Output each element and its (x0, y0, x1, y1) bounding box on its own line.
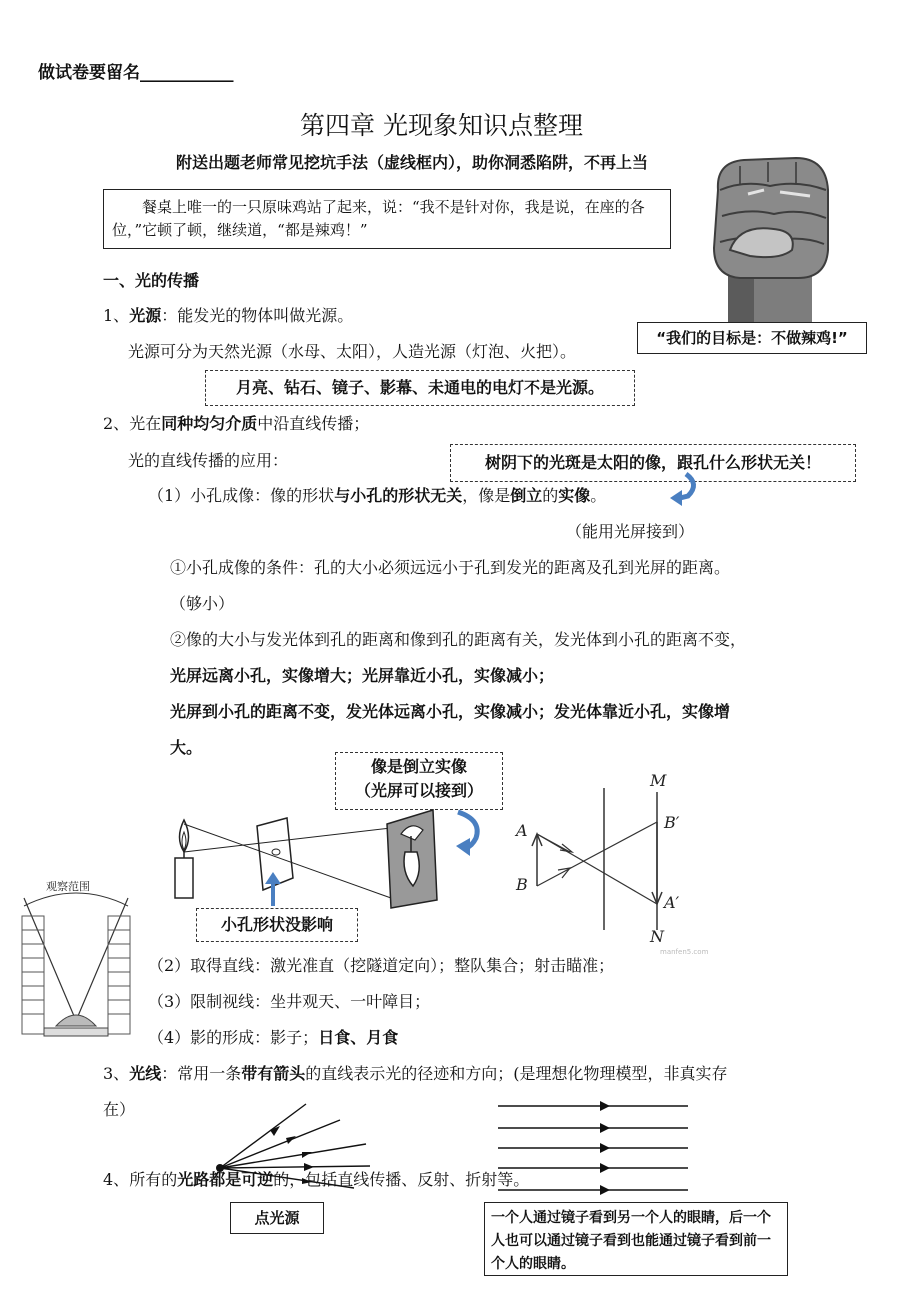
well-label: 观察范围 (46, 880, 90, 893)
text: 的直线表示光的径迹和方向；(是理想化物理模型，非真实存 (305, 1064, 728, 1083)
page-subtitle: 附送出题老师常见挖坑手法（虚线框内），助你洞悉陷阱，不再上当 (176, 153, 649, 172)
key-real-image: 实像 (558, 486, 591, 505)
fist-icon (700, 150, 834, 326)
text: 光在 (129, 414, 162, 433)
item-number: 4、 (103, 1170, 130, 1189)
item-1-light-source (103, 302, 353, 330)
key-eclipse: 日食、月食 (318, 1028, 399, 1047)
condition-1: ①小孔成像的条件：孔的大小必须远远小于孔到发光的距离及孔到光屏的距离。 (170, 558, 731, 577)
curved-arrow-icon (452, 808, 486, 856)
label-B-prime: B′ (664, 813, 680, 832)
point-source-label: 点光源 (230, 1202, 324, 1234)
item-3-light-ray (103, 1060, 727, 1088)
text: 所有的 (129, 1170, 178, 1189)
key-shape-independent: 与小孔的形状无关 (334, 486, 463, 505)
item-number: 2、 (103, 414, 130, 433)
light-source-types: 光源可分为天然光源（水母、太阳），人造光源（灯泡、火把）。 (128, 342, 577, 361)
label-B: B (516, 875, 528, 894)
condition-2-bold-1: 光屏远离小孔，实像增大；光屏靠近小孔，实像减小； (170, 666, 555, 685)
app-shadow (148, 1024, 398, 1052)
applications-label: 光的直线传播的应用： (128, 451, 289, 470)
text: （4）影的形成：影子； (148, 1028, 319, 1047)
key-reversible: 光路都是可逆 (177, 1170, 274, 1189)
callout-line-2: （光屏可以接到） (354, 781, 483, 800)
label-M: M (650, 771, 667, 790)
key-uniform-medium: 同种均匀介质 (161, 414, 258, 433)
text: ，像是 (462, 486, 511, 505)
term-light-source: 光源 (129, 306, 162, 325)
label-N: N (650, 927, 664, 946)
label-A: A (516, 821, 528, 840)
term-light-ray: 光线 (129, 1064, 162, 1083)
item-number: 3、 (103, 1064, 130, 1083)
callout-line-1: 像是倒立实像 (370, 757, 467, 776)
item-2-propagation (103, 410, 369, 438)
app-pinhole-imaging (148, 482, 606, 510)
text: 的，包括直线传播、反射、折射等。 (273, 1170, 530, 1189)
mirror-note-box: 一个人通过镜子看到另一个人的眼睛，后一个人也可以通过镜子看到也能通过镜子看到前一个人的眼睛。 (484, 1202, 788, 1276)
callout-hole-shape: 小孔形状没影响 (196, 908, 358, 942)
item-number: 1、 (103, 306, 130, 325)
condition-1-note: （够小） (170, 594, 235, 613)
text: 中沿直线传播； (257, 414, 370, 433)
key-inverted: 倒立 (510, 486, 543, 505)
up-arrow-icon (264, 872, 282, 906)
condition-2-bold-3: 大。 (170, 738, 203, 757)
trap-shadow-spot: 树阴下的光斑是太阳的像，跟孔什么形状无关！ (450, 444, 856, 482)
curved-arrow-icon (668, 470, 702, 508)
slogan-box: “我们的目标是：不做辣鸡!” (637, 322, 867, 354)
text: ：常用一条 (161, 1064, 242, 1083)
definition: ：能发光的物体叫做光源。 (161, 306, 354, 325)
item-4-reversible (103, 1166, 529, 1194)
pinhole-ray-diagram (510, 770, 710, 956)
well-view-diagram (16, 876, 136, 1040)
app-limited-view: （3）限制视线：坐井观天、一叶障目； (148, 992, 431, 1011)
trap-not-light-source: 月亮、钻石、镜子、影幕、未通电的电灯不是光源。 (205, 370, 635, 406)
pinhole-camera-diagram (165, 800, 485, 910)
text: （1）小孔成像：像的形状 (148, 486, 335, 505)
label-A-prime: A′ (664, 893, 680, 912)
text: 。 (590, 486, 607, 505)
app-straight-line: （2）取得直线：激光准直（挖隧道定向）；整队集合；射击瞄准； (148, 956, 615, 975)
name-field-label: 做试卷要留名___________ (38, 63, 234, 83)
watermark: manfen5.com (660, 948, 709, 956)
page-title: 第四章 光现象知识点整理 (300, 111, 583, 140)
section-heading: 一、光的传播 (103, 271, 200, 290)
joke-box: 餐桌上唯一的一只原味鸡站了起来，说：“我不是针对你，我是说，在座的各位，”它顿了顿，继续道，“都是辣鸡！” (103, 189, 671, 249)
key-arrow: 带有箭头 (241, 1064, 306, 1083)
condition-2: ②像的大小与发光体到孔的距离和像到孔的距离有关，发光体到小孔的距离不变， (170, 630, 747, 649)
text: 的 (542, 486, 559, 505)
screen-note: （能用光屏接到） (566, 522, 695, 541)
condition-2-bold-2: 光屏到小孔的距离不变，发光体远离小孔，实像减小；发光体靠近小孔，实像增 (170, 702, 731, 721)
item-3-tail: 在） (103, 1100, 136, 1119)
